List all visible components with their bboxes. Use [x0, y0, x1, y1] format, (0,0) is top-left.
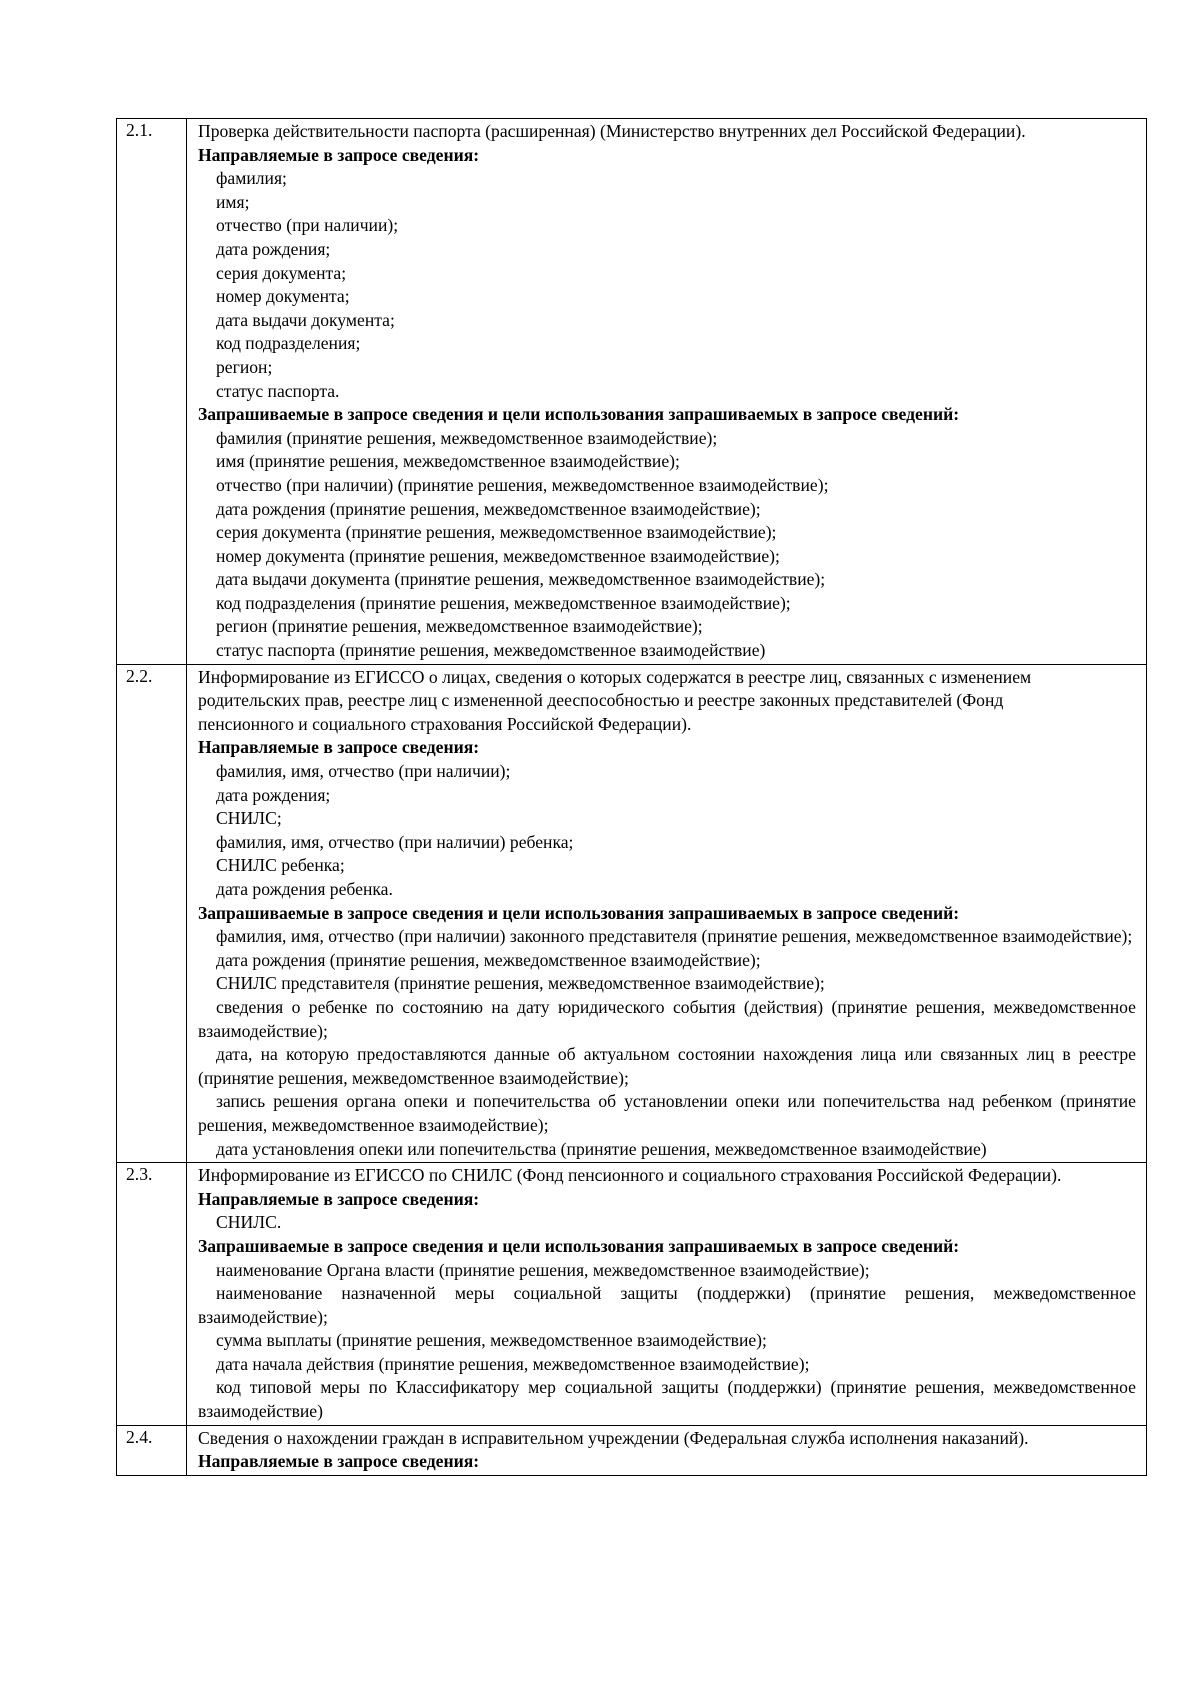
table-row: [117, 1425, 1147, 1475]
list-item: фамилия, имя, отчество (при наличии) законного представителя (принятие решения, межведомственное взаимодействие);: [216, 926, 1133, 947]
list-item: дата выдачи документа;: [216, 309, 395, 330]
row-number: 2.3.: [117, 1163, 187, 1426]
list-item: регион (принятие решения, межведомственное взаимодействие);: [216, 616, 703, 637]
list-item: фамилия;: [216, 168, 287, 189]
list-item: запись решения органа опеки и попечительства об установлении опеки или попечительства над ребенком (принятие решения, межведомственное взаимодействие);: [198, 1091, 1136, 1135]
list-item: сумма выплаты (принятие решения, межведомственное взаимодействие);: [216, 1330, 767, 1351]
row-content: [187, 1425, 1147, 1475]
list-item: регион;: [216, 356, 273, 377]
list-item: дата рождения;: [216, 784, 331, 805]
list-item: номер документа (принятие решения, межведомственное взаимодействие);: [216, 545, 780, 566]
list-item: фамилия, имя, отчество (при наличии) ребенка;: [216, 831, 574, 852]
list-item: фамилия (принятие решения, межведомственное взаимодействие);: [216, 427, 718, 448]
list-item: дата рождения (принятие решения, межведомственное взаимодействие);: [216, 949, 761, 970]
list-item: дата рождения;: [216, 238, 331, 259]
list-item: имя;: [216, 191, 250, 212]
row-number: 2.4.: [117, 1425, 187, 1475]
list-item: СНИЛС ребенка;: [216, 855, 345, 876]
document-page: [116, 118, 1146, 1476]
list-item: дата рождения ребенка.: [216, 879, 393, 899]
list-item: код подразделения (принятие решения, межведомственное взаимодействие);: [216, 592, 791, 613]
list-item: дата выдачи документа (принятие решения, межведомственное взаимодействие);: [216, 569, 826, 590]
list-item: статус паспорта.: [216, 380, 340, 401]
requested-header: Запрашиваемые в запросе сведения и цели использования запрашиваемых в запросе сведений:: [198, 1235, 960, 1256]
list-item: дата, на которую предоставляются данные об актуальном состоянии нахождения лица или связанных лиц в реестре (принятие решения, межведомственное взаимодействие);: [198, 1044, 1136, 1088]
sent-header: Направляемые в запросе сведения:: [198, 1188, 480, 1209]
table-row: [117, 664, 1147, 1162]
row-number: 2.2.: [117, 664, 187, 1162]
list-item: отчество (при наличии);: [216, 215, 399, 236]
requested-header: Запрашиваемые в запросе сведения и цели использования запрашиваемых в запросе сведений:: [198, 404, 960, 425]
list-item: СНИЛС;: [216, 808, 282, 829]
sent-header: Направляемые в запросе сведения:: [198, 144, 480, 165]
list-item: номер документа;: [216, 286, 350, 307]
list-item: СНИЛС представителя (принятие решения, межведомственное взаимодействие);: [216, 973, 825, 994]
list-item: серия документа;: [216, 262, 347, 283]
table-row: [117, 1163, 1147, 1426]
row-content: [187, 1163, 1147, 1426]
list-item: код типовой меры по Классификатору мер социальной защиты (поддержки) (принятие решения, межведомственное взаимодействие): [198, 1377, 1136, 1422]
list-item: имя (принятие решения, межведомственное взаимодействие);: [216, 451, 680, 472]
table-row: [117, 119, 1147, 665]
sent-header: Направляемые в запросе сведения:: [198, 737, 480, 758]
list-item: серия документа (принятие решения, межведомственное взаимодействие);: [216, 522, 777, 543]
requested-header: Запрашиваемые в запросе сведения и цели использования запрашиваемых в запросе сведений:: [198, 902, 960, 923]
list-item: дата установления опеки или попечительства (принятие решения, межведомственное взаимодействие): [216, 1138, 987, 1159]
list-item: дата начала действия (принятие решения, межведомственное взаимодействие);: [216, 1353, 810, 1374]
list-item: наименование Органа власти (принятие решения, межведомственное взаимодействие);: [216, 1259, 870, 1280]
list-item: статус паспорта (принятие решения, межведомственное взаимодействие): [216, 640, 766, 661]
row-title: Информирование из ЕГИССО по СНИЛС (Фонд пенсионного и социального страхования Российской Федерации).: [198, 1165, 1062, 1186]
sent-header: Направляемые в запросе сведения:: [198, 1451, 480, 1472]
requests-table: [116, 118, 1147, 1476]
list-item: фамилия, имя, отчество (при наличии);: [216, 761, 511, 782]
row-title: Сведения о нахождении граждан в исправительном учреждении (Федеральная служба исполнения наказаний).: [198, 1427, 1029, 1448]
list-item: отчество (при наличии) (принятие решения, межведомственное взаимодействие);: [216, 474, 829, 495]
row-content: [187, 664, 1147, 1162]
list-item: сведения о ребенке по состоянию на дату юридического события (действия) (принятие решения, межведомственное взаимодействие);: [198, 996, 1136, 1041]
list-item: СНИЛС.: [216, 1212, 282, 1233]
list-item: наименование назначенной меры социальной защиты (поддержки) (принятие решения, межведомственное взаимодействие);: [198, 1283, 1136, 1327]
list-item: дата рождения (принятие решения, межведомственное взаимодействие);: [216, 498, 761, 519]
row-content: [187, 119, 1147, 665]
row-title: Проверка действительности паспорта (расширенная) (Министерство внутренних дел Российской Федерации).: [198, 121, 1026, 141]
row-title: Информирование из ЕГИССО о лицах, сведения о которых содержатся в реестре лиц, связанных с изменением родительских прав, реестре лиц с измененной дееспособностью и реестре законных представителей (Фонд пенсионного и социального страхования Российской Федерации).: [198, 666, 1032, 734]
row-number: 2.1.: [117, 119, 187, 665]
list-item: код подразделения;: [216, 333, 361, 354]
